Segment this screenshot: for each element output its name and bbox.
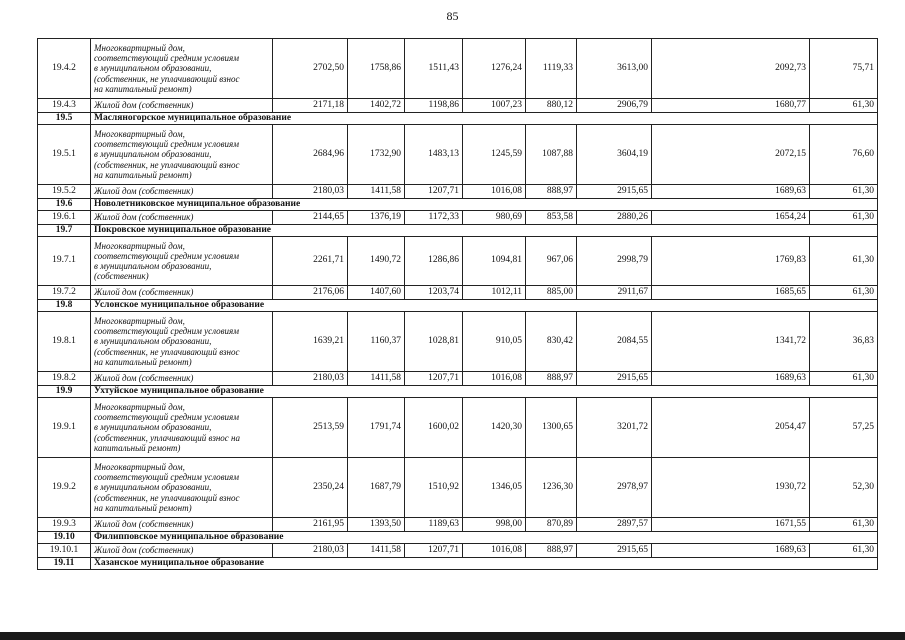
description-line: (собственник, не уплачивающий взнос: [94, 346, 240, 357]
row-description: [91, 125, 273, 185]
table-row: [38, 312, 878, 372]
value-cell: 1483,13: [405, 125, 463, 185]
value-cell: 1791,74: [348, 398, 405, 458]
table-row: [38, 237, 878, 286]
section-code: 19.11: [38, 558, 91, 570]
row-description: [91, 185, 273, 199]
description-line: Многоквартирный дом,: [94, 402, 185, 413]
value-cell: 880,12: [526, 99, 577, 113]
row-description: [91, 312, 273, 372]
value-cell: 2054,47: [652, 398, 810, 458]
value-cell: 1016,08: [463, 185, 526, 199]
value-cell: 853,58: [526, 211, 577, 225]
value-cell: 1160,37: [348, 312, 405, 372]
page-number: 85: [446, 9, 459, 23]
value-cell: 1198,86: [405, 99, 463, 113]
value-cell: 61,30: [810, 544, 878, 558]
value-cell: 52,30: [810, 458, 878, 518]
value-cell: 1172,33: [405, 211, 463, 225]
value-cell: 1189,63: [405, 518, 463, 532]
value-cell: 1087,88: [526, 125, 577, 185]
value-cell: 2261,71: [273, 237, 348, 286]
row-description: [91, 544, 273, 558]
table-row: [38, 372, 878, 386]
description-line: Жилой дом (собственник): [94, 212, 194, 223]
value-cell: 2176,06: [273, 286, 348, 300]
value-cell: 2171,18: [273, 99, 348, 113]
section-row: [38, 113, 878, 125]
section-row: [38, 386, 878, 398]
description-line: (собственник): [94, 271, 149, 282]
value-cell: 36,83: [810, 312, 878, 372]
section-row: [38, 225, 878, 237]
row-description: [91, 398, 273, 458]
section-row: [38, 300, 878, 312]
value-cell: 1207,71: [405, 372, 463, 386]
description-line: Многоквартирный дом,: [94, 43, 185, 54]
value-cell: 885,00: [526, 286, 577, 300]
row-code: 19.5.2: [38, 185, 91, 199]
section-title: Ухтуйское муниципальное образование: [91, 386, 878, 398]
value-cell: 2513,59: [273, 398, 348, 458]
value-cell: 61,30: [810, 286, 878, 300]
value-cell: 1689,63: [652, 185, 810, 199]
value-cell: 1245,59: [463, 125, 526, 185]
description-line: (собственник, не уплачивающий взнос: [94, 492, 240, 503]
section-title: Покровское муниципальное образование: [91, 225, 878, 237]
description-line: Многоквартирный дом,: [94, 462, 185, 473]
row-code: 19.4.3: [38, 99, 91, 113]
section-title: Новолетниковское муниципальное образование: [91, 199, 878, 211]
value-cell: 1286,86: [405, 237, 463, 286]
value-cell: 1689,63: [652, 544, 810, 558]
tariff-table-container: [37, 38, 878, 570]
section-row: [38, 558, 878, 570]
value-cell: 61,30: [810, 237, 878, 286]
value-cell: 2092,73: [652, 39, 810, 99]
value-cell: 1680,77: [652, 99, 810, 113]
section-code: 19.10: [38, 532, 91, 544]
row-code: 19.4.2: [38, 39, 91, 99]
value-cell: 1236,30: [526, 458, 577, 518]
description-line: (собственник, не уплачивающий взнос: [94, 73, 240, 84]
value-cell: 1411,58: [348, 544, 405, 558]
value-cell: 1207,71: [405, 544, 463, 558]
description-line: Жилой дом (собственник): [94, 545, 194, 556]
value-cell: 1671,55: [652, 518, 810, 532]
value-cell: 1411,58: [348, 372, 405, 386]
value-cell: 3613,00: [577, 39, 652, 99]
value-cell: 1207,71: [405, 185, 463, 199]
section-code: 19.7: [38, 225, 91, 237]
value-cell: 61,30: [810, 211, 878, 225]
value-cell: 967,06: [526, 237, 577, 286]
value-cell: 2350,24: [273, 458, 348, 518]
value-cell: 1203,74: [405, 286, 463, 300]
description-line: Жилой дом (собственник): [94, 373, 194, 384]
value-cell: 1393,50: [348, 518, 405, 532]
description-line: соответствующий средним условиям: [94, 139, 239, 150]
value-cell: 2897,57: [577, 518, 652, 532]
value-cell: 57,25: [810, 398, 878, 458]
row-code: 19.8.1: [38, 312, 91, 372]
table-row: [38, 458, 878, 518]
description-line: капитальный ремонт): [94, 442, 181, 453]
value-cell: 1654,24: [652, 211, 810, 225]
value-cell: 2684,96: [273, 125, 348, 185]
section-code: 19.8: [38, 300, 91, 312]
description-line: Жилой дом (собственник): [94, 186, 194, 197]
description-line: Жилой дом (собственник): [94, 519, 194, 530]
value-cell: 1600,02: [405, 398, 463, 458]
tariff-table: [37, 38, 878, 570]
value-cell: 980,69: [463, 211, 526, 225]
value-cell: 3604,19: [577, 125, 652, 185]
row-description: [91, 99, 273, 113]
value-cell: 2911,67: [577, 286, 652, 300]
section-row: [38, 199, 878, 211]
description-line: Многоквартирный дом,: [94, 240, 185, 251]
section-code: 19.9: [38, 386, 91, 398]
row-description: [91, 39, 273, 99]
value-cell: 75,71: [810, 39, 878, 99]
table-row: [38, 286, 878, 300]
value-cell: 1300,65: [526, 398, 577, 458]
description-line: Жилой дом (собственник): [94, 100, 194, 111]
table-row: [38, 125, 878, 185]
section-title: Услонское муниципальное образование: [91, 300, 878, 312]
description-line: на капитальный ремонт): [94, 356, 192, 367]
row-description: [91, 372, 273, 386]
description-line: на капитальный ремонт): [94, 502, 192, 513]
value-cell: 2144,65: [273, 211, 348, 225]
row-code: 19.5.1: [38, 125, 91, 185]
scan-bottom-edge: [0, 632, 905, 640]
value-cell: 1094,81: [463, 237, 526, 286]
value-cell: 2915,65: [577, 185, 652, 199]
value-cell: 888,97: [526, 372, 577, 386]
row-description: [91, 211, 273, 225]
description-line: на капитальный ремонт): [94, 169, 192, 180]
value-cell: 61,30: [810, 372, 878, 386]
value-cell: 1685,65: [652, 286, 810, 300]
value-cell: 2180,03: [273, 544, 348, 558]
description-line: в муниципальном образовании,: [94, 336, 212, 347]
value-cell: 1007,23: [463, 99, 526, 113]
description-line: Жилой дом (собственник): [94, 287, 194, 298]
value-cell: 830,42: [526, 312, 577, 372]
value-cell: 1346,05: [463, 458, 526, 518]
value-cell: 1732,90: [348, 125, 405, 185]
value-cell: 2180,03: [273, 372, 348, 386]
section-code: 19.6: [38, 199, 91, 211]
section-title: Хазанское муниципальное образование: [91, 558, 878, 570]
value-cell: 1402,72: [348, 99, 405, 113]
value-cell: 1769,83: [652, 237, 810, 286]
table-row: [38, 39, 878, 99]
description-line: Многоквартирный дом,: [94, 129, 185, 140]
value-cell: 870,89: [526, 518, 577, 532]
row-code: 19.9.2: [38, 458, 91, 518]
value-cell: 1687,79: [348, 458, 405, 518]
value-cell: 1341,72: [652, 312, 810, 372]
table-body: [38, 39, 878, 570]
description-line: соответствующий средним условиям: [94, 53, 239, 64]
description-line: на капитальный ремонт): [94, 83, 192, 94]
value-cell: 998,00: [463, 518, 526, 532]
value-cell: 1689,63: [652, 372, 810, 386]
description-line: соответствующий средним условиям: [94, 250, 239, 261]
value-cell: 2915,65: [577, 372, 652, 386]
value-cell: 1012,11: [463, 286, 526, 300]
table-row: [38, 518, 878, 532]
value-cell: 1758,86: [348, 39, 405, 99]
value-cell: 2072,15: [652, 125, 810, 185]
table-row: [38, 185, 878, 199]
description-line: Многоквартирный дом,: [94, 316, 185, 327]
value-cell: 1276,24: [463, 39, 526, 99]
value-cell: 1639,21: [273, 312, 348, 372]
row-code: 19.10.1: [38, 544, 91, 558]
value-cell: 2915,65: [577, 544, 652, 558]
value-cell: 2180,03: [273, 185, 348, 199]
value-cell: 1511,43: [405, 39, 463, 99]
value-cell: 1016,08: [463, 544, 526, 558]
value-cell: 888,97: [526, 544, 577, 558]
description-line: в муниципальном образовании,: [94, 482, 212, 493]
table-row: [38, 211, 878, 225]
table-row: [38, 99, 878, 113]
row-description: [91, 458, 273, 518]
description-line: (собственник, уплачивающий взнос на: [94, 432, 241, 443]
description-line: соответствующий средним условиям: [94, 472, 239, 483]
value-cell: 61,30: [810, 99, 878, 113]
section-code: 19.5: [38, 113, 91, 125]
row-description: [91, 286, 273, 300]
value-cell: 2880,26: [577, 211, 652, 225]
value-cell: 76,60: [810, 125, 878, 185]
section-title: Филипповское муниципальное образование: [91, 532, 878, 544]
value-cell: 2084,55: [577, 312, 652, 372]
description-line: в муниципальном образовании,: [94, 422, 212, 433]
value-cell: 61,30: [810, 185, 878, 199]
value-cell: 3201,72: [577, 398, 652, 458]
value-cell: 1510,92: [405, 458, 463, 518]
table-row: [38, 398, 878, 458]
row-code: 19.6.1: [38, 211, 91, 225]
value-cell: 2998,79: [577, 237, 652, 286]
value-cell: 1411,58: [348, 185, 405, 199]
description-line: в муниципальном образовании,: [94, 261, 212, 271]
row-code: 19.8.2: [38, 372, 91, 386]
value-cell: 2978,97: [577, 458, 652, 518]
value-cell: 1376,19: [348, 211, 405, 225]
table-row: [38, 544, 878, 558]
value-cell: 1407,60: [348, 286, 405, 300]
value-cell: 1016,08: [463, 372, 526, 386]
value-cell: 1930,72: [652, 458, 810, 518]
value-cell: 2702,50: [273, 39, 348, 99]
row-code: 19.7.1: [38, 237, 91, 286]
row-code: 19.9.3: [38, 518, 91, 532]
description-line: в муниципальном образовании,: [94, 149, 212, 160]
value-cell: 910,05: [463, 312, 526, 372]
description-line: (собственник, не уплачивающий взнос: [94, 159, 240, 170]
value-cell: 1028,81: [405, 312, 463, 372]
value-cell: 1420,30: [463, 398, 526, 458]
value-cell: 1490,72: [348, 237, 405, 286]
description-line: соответствующий средним условиям: [94, 326, 239, 337]
section-title: Масляногорское муниципальное образование: [91, 113, 878, 125]
value-cell: 2161,95: [273, 518, 348, 532]
section-row: [38, 532, 878, 544]
description-line: в муниципальном образовании,: [94, 63, 212, 74]
value-cell: 61,30: [810, 518, 878, 532]
description-line: соответствующий средним условиям: [94, 412, 239, 423]
value-cell: 1119,33: [526, 39, 577, 99]
value-cell: 2906,79: [577, 99, 652, 113]
row-description: [91, 518, 273, 532]
row-code: 19.9.1: [38, 398, 91, 458]
row-code: 19.7.2: [38, 286, 91, 300]
row-description: [91, 237, 273, 286]
value-cell: 888,97: [526, 185, 577, 199]
